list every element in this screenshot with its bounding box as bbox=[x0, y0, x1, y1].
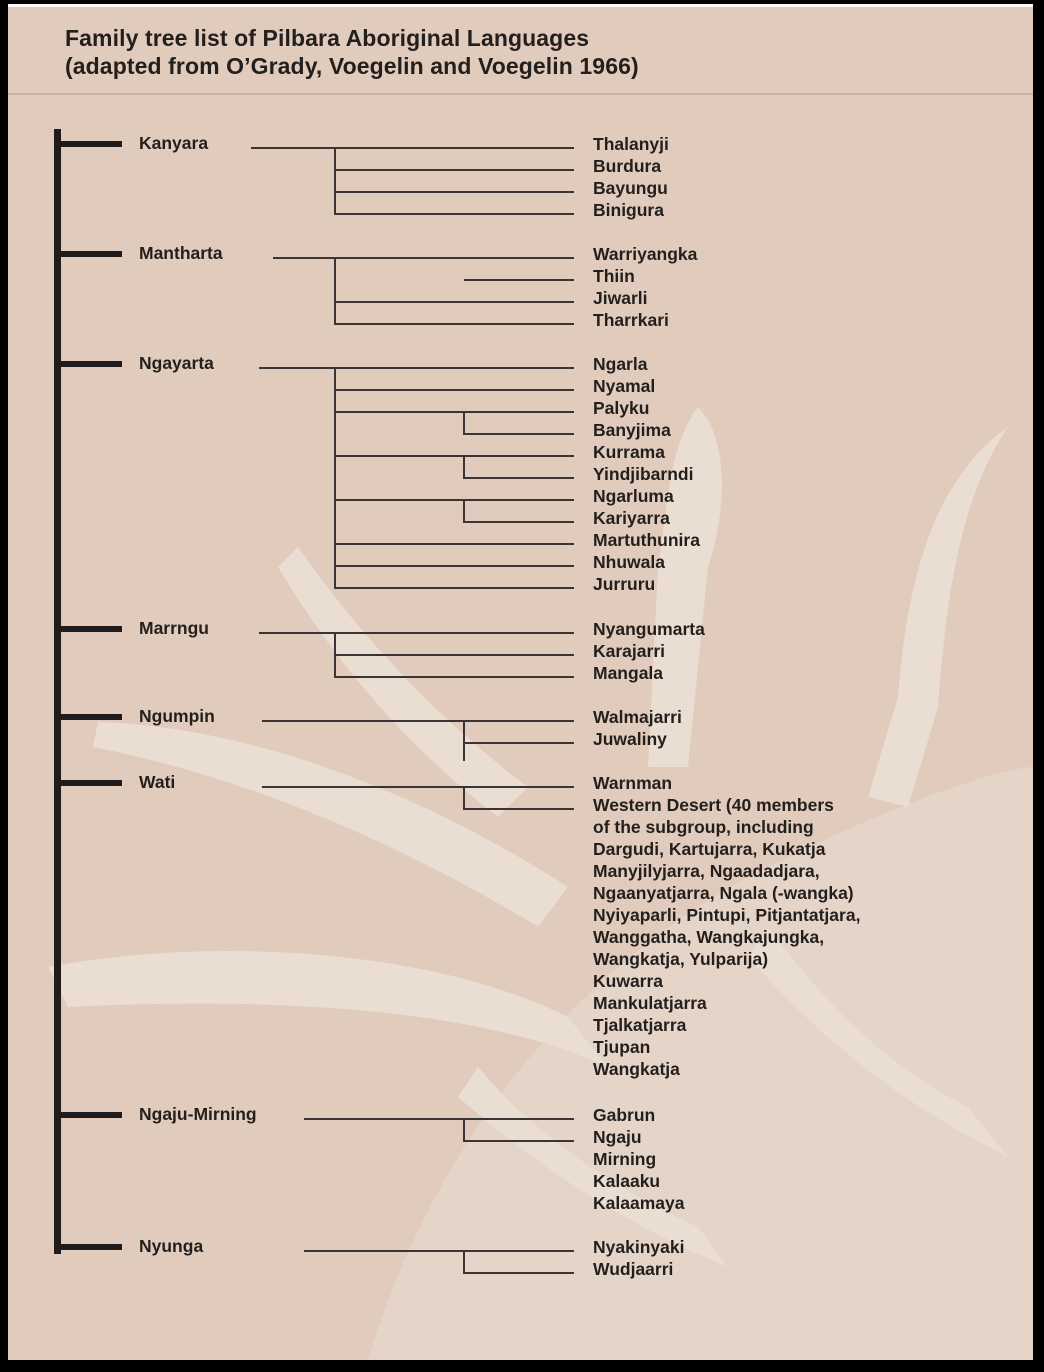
leaf-branch-line bbox=[335, 565, 574, 567]
language-label: Kurrama bbox=[593, 442, 665, 462]
language-label: Warriyangka bbox=[593, 244, 698, 264]
language-label: Kalaamaya bbox=[593, 1193, 685, 1213]
leaf-branch-line bbox=[335, 587, 574, 589]
leaf-branch-line bbox=[259, 367, 574, 369]
language-label: Kalaaku bbox=[593, 1171, 661, 1191]
language-label: Ngaanyatjarra, Ngala (-wangka) bbox=[593, 883, 854, 903]
language-label: Tjupan bbox=[593, 1037, 651, 1057]
language-label: Walmajarri bbox=[593, 707, 682, 727]
leaf-branch-line bbox=[464, 808, 574, 810]
group-branch-bar bbox=[60, 141, 122, 147]
leaf-branch-line bbox=[335, 654, 574, 656]
group-label: Ngaju-Mirning bbox=[139, 1104, 257, 1124]
group-connector bbox=[334, 258, 336, 325]
leaf-branch-line bbox=[251, 147, 574, 149]
language-label: Ngarluma bbox=[593, 486, 674, 506]
group-branch-bar bbox=[60, 714, 122, 720]
language-label: Banyjima bbox=[593, 420, 671, 440]
language-label: Nyamal bbox=[593, 376, 656, 396]
leaf-branch-line bbox=[304, 1118, 574, 1120]
leaf-branch-line bbox=[259, 632, 574, 634]
language-label: Western Desert (40 members bbox=[593, 795, 834, 815]
language-label: Bayungu bbox=[593, 178, 668, 198]
language-label: Jiwarli bbox=[593, 288, 648, 308]
tree-trunk bbox=[54, 129, 61, 1254]
leaf-branch-line bbox=[335, 499, 574, 501]
leaf-branch-line bbox=[335, 455, 574, 457]
language-label: of the subgroup, including bbox=[593, 817, 814, 837]
group-label: Ngumpin bbox=[139, 706, 215, 726]
group-connector bbox=[463, 721, 465, 761]
language-label: Juwaliny bbox=[593, 729, 667, 749]
language-label: Nhuwala bbox=[593, 552, 665, 572]
leaf-branch-line bbox=[464, 521, 574, 523]
language-label: Binigura bbox=[593, 200, 664, 220]
leaf-branch-line bbox=[335, 389, 574, 391]
language-label: Kariyarra bbox=[593, 508, 670, 528]
leaf-branch-line bbox=[335, 411, 574, 413]
group-branch-bar bbox=[60, 361, 122, 367]
group-connector bbox=[334, 368, 336, 589]
group-label: Ngayarta bbox=[139, 353, 214, 373]
title-line-1: Family tree list of Pilbara Aboriginal Languages bbox=[65, 25, 590, 51]
language-label: Burdura bbox=[593, 156, 662, 176]
group-label: Marrngu bbox=[139, 618, 209, 638]
language-label: Mangala bbox=[593, 663, 664, 683]
group-label: Wati bbox=[139, 772, 176, 792]
leaf-branch-line bbox=[464, 477, 574, 479]
group-connector bbox=[463, 787, 465, 810]
language-label: Wangkatja bbox=[593, 1059, 680, 1079]
language-label: Kuwarra bbox=[593, 971, 664, 991]
leaf-branch-line bbox=[335, 543, 574, 545]
language-label: Palyku bbox=[593, 398, 650, 418]
language-label: Tharrkari bbox=[593, 310, 669, 330]
group-label: Kanyara bbox=[139, 133, 209, 153]
leaf-branch-line bbox=[335, 323, 574, 325]
leaf-branch-line bbox=[335, 191, 574, 193]
language-label: Yindjibarndi bbox=[593, 464, 694, 484]
language-label: Ngaju bbox=[593, 1127, 642, 1147]
leaf-branch-line bbox=[464, 742, 574, 744]
leaf-branch-line bbox=[335, 169, 574, 171]
subgroup-connector bbox=[463, 500, 465, 523]
language-label: Manyjilyjarra, Ngaadadjara, bbox=[593, 861, 820, 881]
group-branch-bar bbox=[60, 251, 122, 257]
group-branch-bar bbox=[60, 626, 122, 632]
language-label: Nyiyaparli, Pintupi, Pitjantatjara, bbox=[593, 905, 861, 925]
leaf-branch-line bbox=[464, 1272, 574, 1274]
leaf-branch-line bbox=[464, 433, 574, 435]
group-label: Mantharta bbox=[139, 243, 223, 263]
language-label: Nyakinyaki bbox=[593, 1237, 685, 1257]
group-connector bbox=[334, 148, 336, 215]
language-label: Mankulatjarra bbox=[593, 993, 707, 1013]
language-label: Wangkatja, Yulparija) bbox=[593, 949, 769, 969]
title-line-2: (adapted from O’Grady, Voegelin and Voegelin 1966) bbox=[65, 53, 639, 79]
language-label: Wanggatha, Wangkajungka, bbox=[593, 927, 825, 947]
leaf-branch-line bbox=[273, 257, 574, 259]
leaf-branch-line bbox=[262, 720, 574, 722]
group-label: Nyunga bbox=[139, 1236, 204, 1256]
language-label: Thalanyji bbox=[593, 134, 669, 154]
leaf-branch-line bbox=[335, 301, 574, 303]
language-label: Warnman bbox=[593, 773, 673, 793]
leaf-branch-line bbox=[335, 676, 574, 678]
language-label: Tjalkatjarra bbox=[593, 1015, 687, 1035]
language-label: Dargudi, Kartujarra, Kukatja bbox=[593, 839, 826, 859]
group-connector bbox=[463, 1251, 465, 1274]
group-branch-bar bbox=[60, 780, 122, 786]
language-label: Mirning bbox=[593, 1149, 657, 1169]
group-branch-bar bbox=[60, 1112, 122, 1118]
language-label: Nyangumarta bbox=[593, 619, 705, 639]
leaf-branch-line bbox=[464, 1140, 574, 1142]
group-connector bbox=[463, 1119, 465, 1142]
group-branch-bar bbox=[60, 1244, 122, 1250]
subgroup-connector bbox=[463, 412, 465, 435]
language-label: Ngarla bbox=[593, 354, 648, 374]
language-label: Gabrun bbox=[593, 1105, 656, 1125]
leaf-branch-line bbox=[464, 279, 574, 281]
subgroup-connector bbox=[463, 456, 465, 479]
leaf-branch-line bbox=[304, 1250, 574, 1252]
language-label: Thiin bbox=[593, 266, 635, 286]
language-label: Martuthunira bbox=[593, 530, 700, 550]
leaf-branch-line bbox=[262, 786, 574, 788]
language-label: Wudjaarri bbox=[593, 1259, 674, 1279]
language-label: Karajarri bbox=[593, 641, 665, 661]
leaf-branch-line bbox=[335, 213, 574, 215]
language-label: Jurruru bbox=[593, 574, 656, 594]
